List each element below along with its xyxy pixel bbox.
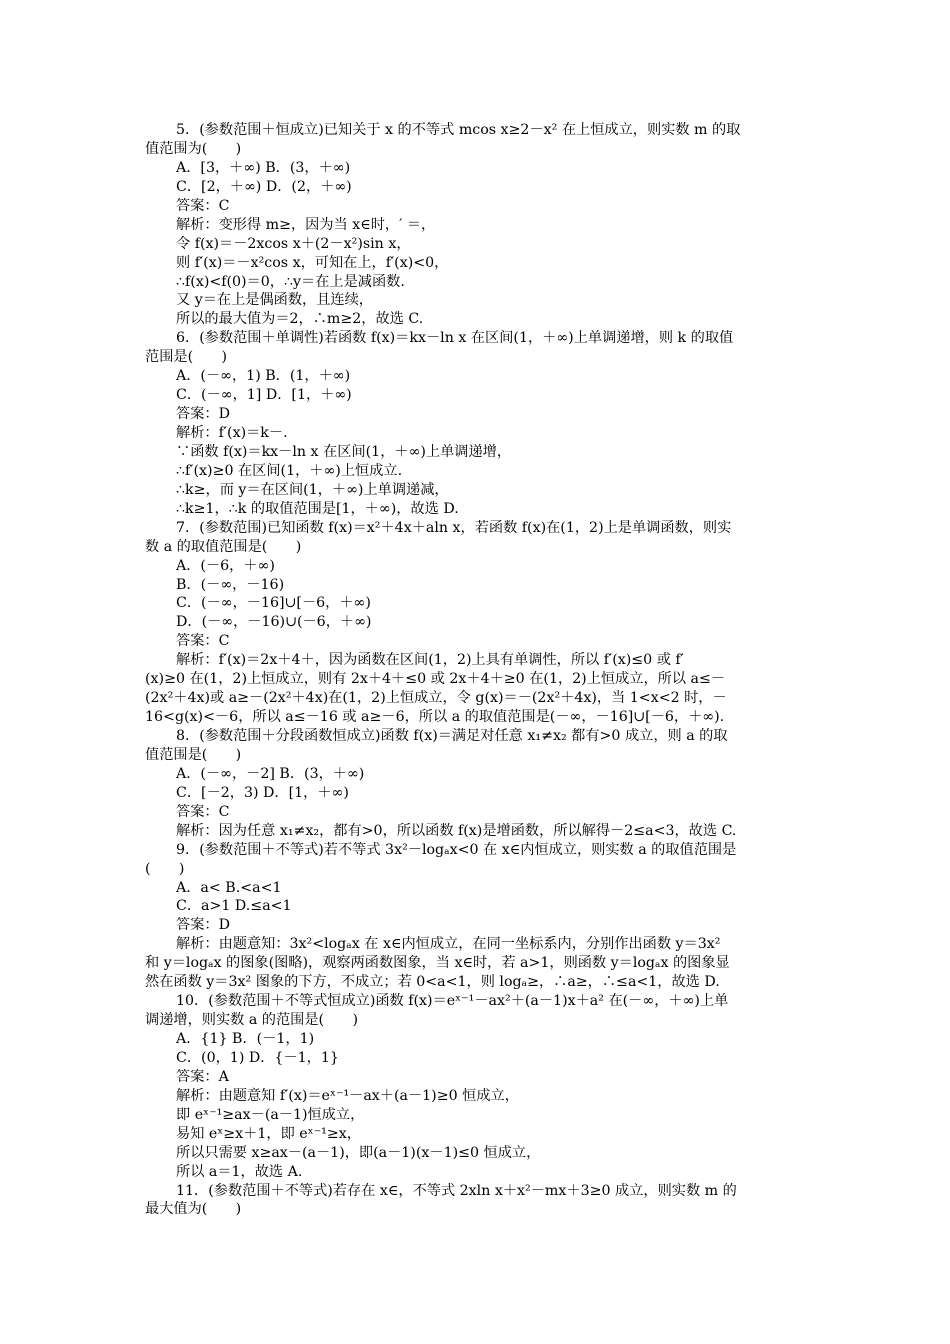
text-line: A．{1} B．(－1，1) [176, 1031, 315, 1047]
text-line: 所以只需要 x≥ax－(a－1)，即(a－1)(x－1)≤0 恒成立， [176, 1144, 541, 1161]
text-line: 最大值为( ) [145, 1201, 242, 1218]
text-line: A．(－∞，1) B．(1，＋∞) [176, 368, 351, 385]
text-line: 和 y＝logₐx 的图象(图略)，观察两函数图象，当 x∈时，若 a>1，则函数 y＝logₐx 的图象显 [145, 955, 730, 972]
text-line: A．[3，＋∞) B．(3，＋∞) [176, 159, 351, 176]
text-line: C．[2，＋∞) D．(2，＋∞) [176, 178, 352, 195]
text-line: 即 eˣ⁻¹≥ax－(a－1)恒成立， [176, 1106, 365, 1123]
text-line: 解析：由题意知 f′(x)＝eˣ⁻¹－ax＋(a－1)≥0 恒成立， [176, 1087, 519, 1104]
text-line: A．a< B.<a<1 [176, 879, 282, 896]
text-line: D．(－∞，－16)∪(－6，＋∞) [176, 614, 372, 631]
text-line: B．(－∞，－16) [176, 576, 285, 593]
text-line: ∴f(x)<f(0)＝0，∴y＝在上是减函数. [176, 273, 405, 290]
answer-line: 答案：C [176, 197, 230, 214]
text-line: 值范围是( ) [145, 746, 242, 763]
text-line: 6．(参数范围＋单调性)若函数 f(x)＝kx－ln x 在区间(1，＋∞)上单调递增，则 k 的取值 [176, 330, 734, 347]
text-line: 数 a 的取值范围是( ) [145, 538, 302, 555]
text-line: 10．(参数范围＋不等式恒成立)函数 f(x)＝eˣ⁻¹－ax²＋(a－1)x＋a² 在(－∞，＋∞)上单 [176, 993, 729, 1010]
text-line: 解析：f′(x)＝2x＋4＋，因为函数在区间(1，2)上具有单调性，所以 f′(x)≤0 或 f′ [176, 652, 684, 669]
text-line: 7．(参数范围)已知函数 f(x)＝x²＋4x＋aln x，若函数 f(x)在(1，2)上是单调函数，则实 [176, 519, 732, 536]
text-line: 值范围为( ) [145, 140, 242, 157]
answer-line: 答案：A [176, 1068, 229, 1085]
text-line: 解析：因为任意 x₁≠x₂，都有>0，所以函数 f(x)是增函数，所以解得－2≤a<3，故选 C. [176, 822, 737, 839]
text-line: ∴k≥，而 y＝在区间(1，＋∞)上单调递减， [176, 481, 449, 498]
text-line: 8．(参数范围＋分段函数恒成立)函数 f(x)＝满足对任意 x₁≠x₂ 都有>0 成立，则 a 的取 [176, 728, 728, 744]
text-line: 9．(参数范围＋不等式)若不等式 3x²－logₐx<0 在 x∈内恒成立，则实数 a 的取值范围是 [176, 841, 737, 858]
text-line: 调递增，则实数 a 的范围是( ) [145, 1012, 358, 1029]
text-line: A．(－∞，－2] B．(3，＋∞) [176, 765, 365, 782]
text-line: 解析：由题意知：3x²<logₐx 在 x∈内恒成立，在同一坐标系内，分别作出函数 y＝3x² [176, 936, 721, 953]
text-line: ∴f′(x)≥0 在区间(1，＋∞)上恒成立. [176, 462, 403, 479]
text-line: C．[－2，3) D．[1，＋∞) [176, 784, 349, 801]
text-line: ∵函数 f(x)＝kx－ln x 在区间(1，＋∞)上单调递增， [176, 443, 512, 460]
text-line: ( ) [145, 860, 185, 877]
answer-line: 答案：D [176, 406, 230, 423]
text-line: (2x²＋4x)或 a≥－(2x²＋4x)在(1，2)上恒成立，令 g(x)＝－(2x²＋4x)，当 1<x<2 时，－ [145, 690, 727, 707]
text-line: A．(－6，＋∞) [176, 557, 275, 574]
text-line: 所以的最大值为＝2，∴m≥2，故选 C. [176, 311, 424, 328]
text-line: 解析：f′(x)＝k－. [176, 425, 288, 441]
text-line: 5．(参数范围＋恒成立)已知关于 x 的不等式 mcos x≥2－x² 在上恒成立，则实数 m 的取 [176, 122, 741, 138]
text-line: 又 y＝在上是偶函数，且连续， [176, 292, 373, 309]
text-line: 所以 a＝1，故选 A. [176, 1163, 303, 1180]
text-line: 16<g(x)<－6，所以 a≤－16 或 a≥－6，所以 a 的取值范围是(－∞，－16]∪[－6，＋∞). [145, 709, 725, 726]
text-line: ∴k≥1，∴k 的取值范围是[1，＋∞)，故选 D. [176, 500, 459, 517]
text-line: 然在函数 y＝3x² 图象的下方，不成立；若 0<a<1，则 logₐ≥，∴a≥，∴≤a<1，故选 D. [145, 974, 720, 991]
text-line: 解析：变形得 m≥，因为当 x∈时，′ ＝， [176, 216, 436, 233]
answer-line: 答案：D [176, 917, 230, 934]
text-line: 令 f(x)＝－2xcos x＋(2－x²)sin x， [176, 235, 411, 252]
answer-line: 答案：C [176, 633, 230, 650]
text-line: (x)≥0 在(1，2)上恒成立，则有 2x＋4＋≤0 或 2x＋4＋≥0 在(1，2)上恒成立，所以 a≤－ [145, 671, 726, 688]
text-line: 范围是( ) [145, 349, 228, 366]
answer-line: 答案：C [176, 803, 230, 820]
text-line: C．(－∞，1] D．[1，＋∞) [176, 387, 352, 404]
text-line: 易知 eˣ≥x＋1，即 eˣ⁻¹≥x， [176, 1125, 361, 1142]
text-line: 11．(参数范围＋不等式)若存在 x∈，不等式 2xln x＋x²－mx＋3≥0 成立，则实数 m 的 [176, 1182, 737, 1199]
text-line: 则 f′(x)＝－x²cos x，可知在上，f′(x)<0， [176, 254, 449, 271]
document-body [145, 121, 807, 1219]
text-line: C．(0，1) D．{－1，1} [176, 1049, 339, 1066]
text-line: C．a>1 D.≤a<1 [176, 898, 292, 915]
text-line: C．(－∞，－16]∪[－6，＋∞) [176, 595, 371, 612]
